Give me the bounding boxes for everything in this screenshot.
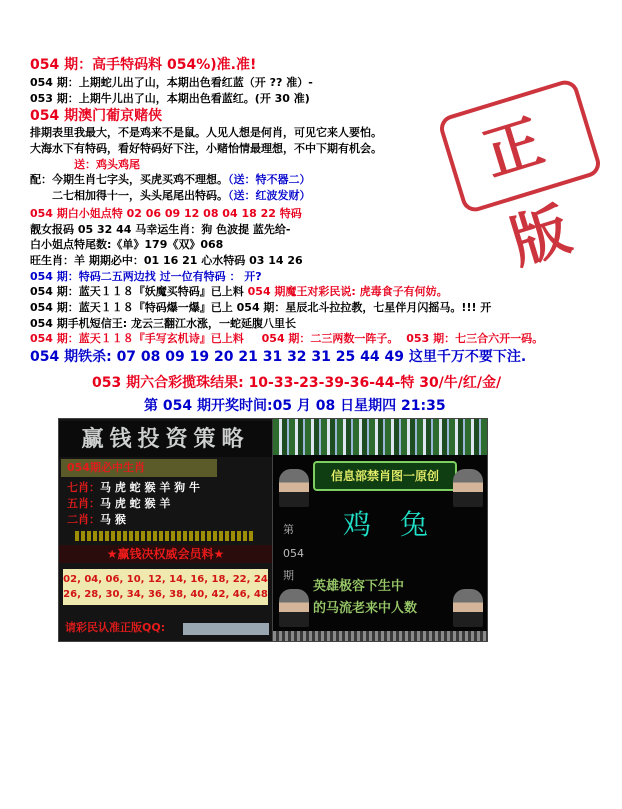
lucky-zodiac-line: 旺生肖：羊 期期必中：01 16 21 心水特码 03 14 26 [30, 254, 303, 267]
draw-time-054: 第 054 期开奖时间:05 月 08 日星期四 21:35 [144, 398, 446, 414]
gift-rooster: 送：鸡头鸡尾 [74, 158, 140, 171]
sms-king-line: 054 期手机短信王: 龙云三翻江水涨，一蛇延腹八里长 [30, 317, 297, 330]
person-portrait-bottom-left [279, 589, 309, 627]
ad-right-bottom-stripe [273, 631, 487, 641]
line-code-burst-right: 054 期：星辰北斗拉拉教，七星伴月闪摇马。!!! 开 [236, 301, 492, 314]
ad-left-numbers [63, 569, 268, 605]
white-lady-tail: 白小姐点特尾数:《单》179《双》068 [30, 238, 224, 251]
poem-line-3-text: 配：今期生肖七字头，买虎买鸡不理想。 [30, 173, 228, 186]
flower-decoration [273, 419, 487, 455]
ad-left-row-2 [67, 513, 126, 526]
ad-left-fine-print [75, 531, 255, 541]
ad-left-row-2-key: 二肖： [67, 513, 100, 526]
person-portrait-top-left [279, 469, 309, 507]
authentic-seal-stamp: 正版 [437, 77, 604, 215]
poem-line-4-gift: （送：红波发财） [228, 189, 311, 202]
ad-left-row-7 [67, 481, 200, 494]
ad-left-header: 054期必中生肖 [61, 459, 217, 477]
ad-left-numbers-row-1: 02, 04, 06, 10, 12, 14, 16, 18, 22, 24 [63, 574, 268, 585]
line-two-sides [30, 270, 262, 284]
poem-line-1: 排期表里我最大，不是鸡来不是鼠。人见人想是何肖，可见它来人要怕。 [30, 126, 382, 139]
white-lady-special: 054 期白小姐点特 02 06 09 12 08 04 18 22 特码 [30, 207, 302, 220]
line-code-burst-left: 054 期：蓝天１１８『特码爆一爆』已上 [30, 301, 233, 314]
ad-panel-investment-strategy [58, 418, 273, 642]
poem-line-3-gift: （送：特不器二） [228, 173, 311, 186]
person-portrait-top-right [453, 469, 483, 507]
ad-left-numbers-row-2: 26, 28, 30, 34, 36, 38, 40, 42, 46, 48 [63, 589, 268, 600]
ad-left-row-7-val: 马 虎 蛇 猴 羊 狗 牛 [100, 481, 200, 494]
headline-high-hand-code: 054 期：高手特码料 054%)准.准! [30, 57, 257, 73]
line-demon-buy-left: 054 期：蓝天１１８『妖魔买特码』已上料 [30, 285, 244, 298]
line-demon-buy [30, 285, 448, 299]
line-handwritten-poem [30, 332, 543, 346]
ad-left-qq-blur [183, 623, 269, 635]
poem-line-3 [30, 173, 311, 187]
ad-left-row-5-val: 马 虎 蛇 猴 羊 [100, 497, 171, 510]
ad-left-banner: ★赢钱决权威会员料★ [59, 545, 272, 563]
poem-line-4-text: 二七相加得十一，头头尾尾出特码。 [52, 189, 228, 202]
ad-left-row-5 [67, 497, 170, 510]
poem-line-4 [52, 189, 311, 203]
ad-left-title: 赢钱投资策略 [59, 421, 272, 457]
ad-right-line-1: 英雄极容下生中 [313, 579, 405, 594]
line-054-snake-color: 054 期：上期蛇儿出了山，本期出色看红蓝（开 ?? 准）- [30, 76, 313, 89]
ad-left-row-7-key: 七肖： [67, 481, 100, 494]
heading-macau-gambler: 054 期澳门葡京赌侠 [30, 108, 163, 124]
line-handwritten-left: 054 期：蓝天１１８『手写玄机诗』已上料 [30, 332, 244, 345]
poem-line-2: 大海水下有特码，看好特码好下注，小赌怡情最理想，不中下期有机会。 [30, 142, 382, 155]
ad-left-row-5-key: 五肖： [67, 497, 100, 510]
ad-right-animals: 鸡 兔 [343, 508, 438, 541]
ad-left-row-2-val: 马 猴 [100, 513, 126, 526]
line-demon-buy-right: 054 期魔王对彩民说: 虎毒食子有何妨。 [247, 285, 448, 298]
line-handwritten-right: 053 期：七三合六开一码。 [406, 332, 544, 345]
draw-result-053: 053 期六合彩揽珠结果: 10-33-23-39-36-44-特 30/牛/红/金/ [92, 375, 502, 391]
person-portrait-bottom-right [453, 589, 483, 627]
line-code-burst [30, 301, 491, 315]
line-two-sides-text: 054 期：特码二五两边找 过一位有特码 ： 开? [30, 270, 262, 283]
ad-right-side-num: 054 [283, 547, 304, 560]
ad-right-banner: 信息部禁肖图一原创 [313, 461, 457, 491]
iron-kill-line: 054 期铁杀: 07 08 09 19 20 21 31 32 31 25 44 49 这里千万不要下注. [30, 349, 527, 365]
ad-right-line-2: 的马流老来中人数 [313, 601, 418, 616]
ad-right-side-di: 第 [283, 523, 294, 536]
line-handwritten-mid: 054 期：二三两数一阵子。 [261, 332, 399, 345]
line-053-ox-color: 053 期：上期牛儿出了山，本期出色看蓝红。(开 30 准) [30, 92, 310, 105]
ad-right-side-qi: 期 [283, 569, 294, 582]
ad-left-footer: 请彩民认准正版QQ: [65, 621, 166, 634]
ad-panel-forbidden-zodiac [272, 418, 488, 642]
pretty-girl-numbers: 靓女报码 05 32 44 马幸运生肖：狗 色波提 蓝先给- [30, 223, 291, 236]
